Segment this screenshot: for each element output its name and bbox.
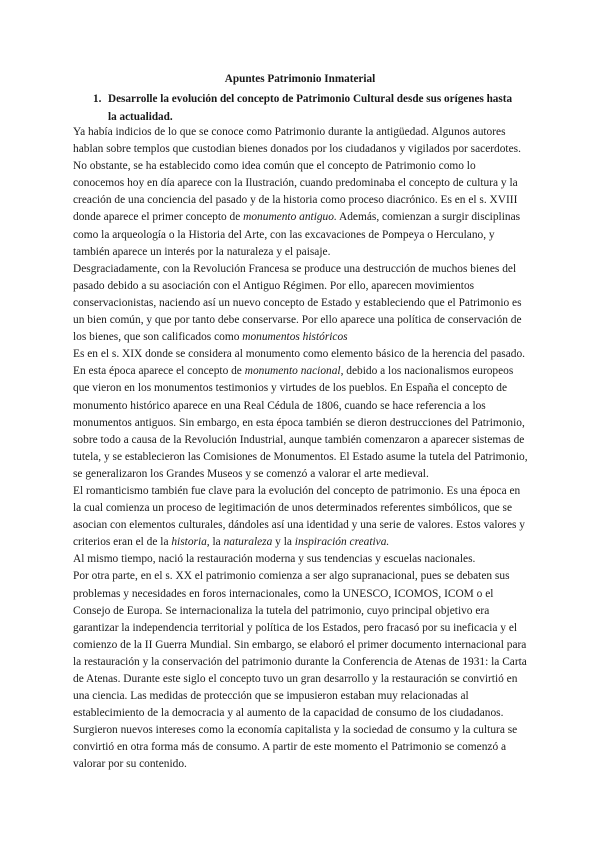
paragraph-3-text: Es en el s. XIX donde se considera al monumento como elemento básico de la herencia del pasado. En esta época aparece el concepto de (73, 348, 525, 378)
paragraph-3 (73, 346, 529, 483)
question-heading (93, 90, 523, 126)
paragraph-1-text: Ya había indicios de lo que se conoce como Patrimonio durante la antigüedad. Algunos autores hablan sobre templos que custodian bienes donados por los ciudadanos y vigilados por sacerdotes. No obstante, se ha establecido como idea común que el concepto de Patrimonio como lo conocemos hoy en día aparece con la Ilustración, cuando predominaba el concepto de cultura y la creación de una conciencia del pasado y de la historia como proceso diacrónico. Es en el s. XVIII donde aparece el primer concepto de (73, 126, 521, 224)
paragraph-2-term: monumentos históricos (242, 331, 348, 344)
question-number: 1. (93, 93, 102, 105)
question-text: Desarrolle la evolución del concepto de Patrimonio Cultural desde sus orígenes hasta la actualidad. (108, 93, 513, 123)
paragraph-5: Al mismo tiempo, nació la restauración moderna y sus tendencias y escuelas nacionales. (73, 553, 476, 566)
paragraph-3-term: monumento nacional, (244, 365, 344, 378)
paragraph-1 (73, 124, 529, 261)
paragraph-2 (73, 261, 529, 346)
paragraph-4-connector-2: y la (272, 536, 295, 549)
paragraph-4-text: El romanticismo también fue clave para la evolución del concepto de patrimonio. Es una época en la cual comienza un proceso de legitimación de unos determinados referentes simbólicos, que se asocian con elementos culturales, dándoles así una identidad y una serie de valores. Estos valores y criterios eran el de la (73, 484, 526, 549)
document-body (73, 124, 529, 774)
paragraph-2-text: Desgraciadamente, con la Revolución Francesa se produce una destrucción de muchos bienes del pasado debido a su asociación con el Antiguo Régimen. Por ello, aparecen movimientos conservacionistas, naciendo así un nuevo concepto de Estado y estableciendo que el Patrimonio es un bien común, y que por tanto debe conservarse. Por ello aparece una política de conservación de los bienes, que son calificados como (73, 262, 522, 344)
paragraph-4-term-inspiration: inspiración creativa. (294, 536, 390, 549)
paragraph-3-text-end: debido a los nacionalismos europeos que vieron en los monumentos testimonios y virtudes de los pueblos. En España el concepto de monumento histórico aparece en una Real Cédula de 1806, cuando se hace referencia a los monumentos antiguos. Sin embargo, en esta época también se dieron destrucciones del Patrimonio, sobre todo a causa de la Revolución Industrial, aunque también comenzaron a aparecer sistemas de tutela, y se establecieron las Comisiones de Monumentos. El Estado asume la tutela del Patrimonio, se generalizaron los Grandes Museos y se comenzó a valorar el arte medieval. (73, 365, 528, 480)
document-title: Apuntes Patrimonio Inmaterial (224, 73, 376, 85)
paragraph-4-connector: la (209, 536, 224, 549)
paragraph-6: Por otra parte, en el s. XX el patrimonio comienza a ser algo supranacional, pues se debaten sus problemas y necesidades en foros internacionales, como la UNESCO, ICOMOS, ICOM o el Consejo de Europa. Se internacionaliza la tutela del patrimonio, cuyo principal objetivo era garantizar la independencia territorial y política de los Estados, pero fracasó por su ineficacia y el comienzo de la II Guerra Mundial. Sin embargo, se elaboró el primer documento internacional para la restauración y la conservación del patrimonio durante la Conferencia de Atenas de 1931: la Carta de Atenas. Durante este siglo el concepto tuvo un gran desarrollo y la restauración se convirtió en una ciencia. Las medidas de protección que se impusieron estaban muy relacionadas al establecimiento de la democracia y al aumento de la capacidad de consumo de los ciudadanos. Surgieron nuevos intereses como la economía capitalista y la sociedad de consumo y la cultura se convirtió en otra forma más de consumo. A partir de este momento el Patrimonio se comenzó a valorar por su contenido. (73, 570, 527, 771)
paragraph-4-term-nature: naturaleza (223, 536, 273, 549)
paragraph-4 (73, 483, 529, 551)
paragraph-1-term: monumento antiguo. (243, 211, 337, 224)
paragraph-1-text-end: Además, comienzan a surgir disciplinas como la arqueología o la Historia del Arte, con las excavaciones de Pompeya o Herculano, y también aparece un interés por la naturaleza y el paisaje. (73, 211, 521, 258)
paragraph-4-term-history: historia, (171, 536, 210, 549)
